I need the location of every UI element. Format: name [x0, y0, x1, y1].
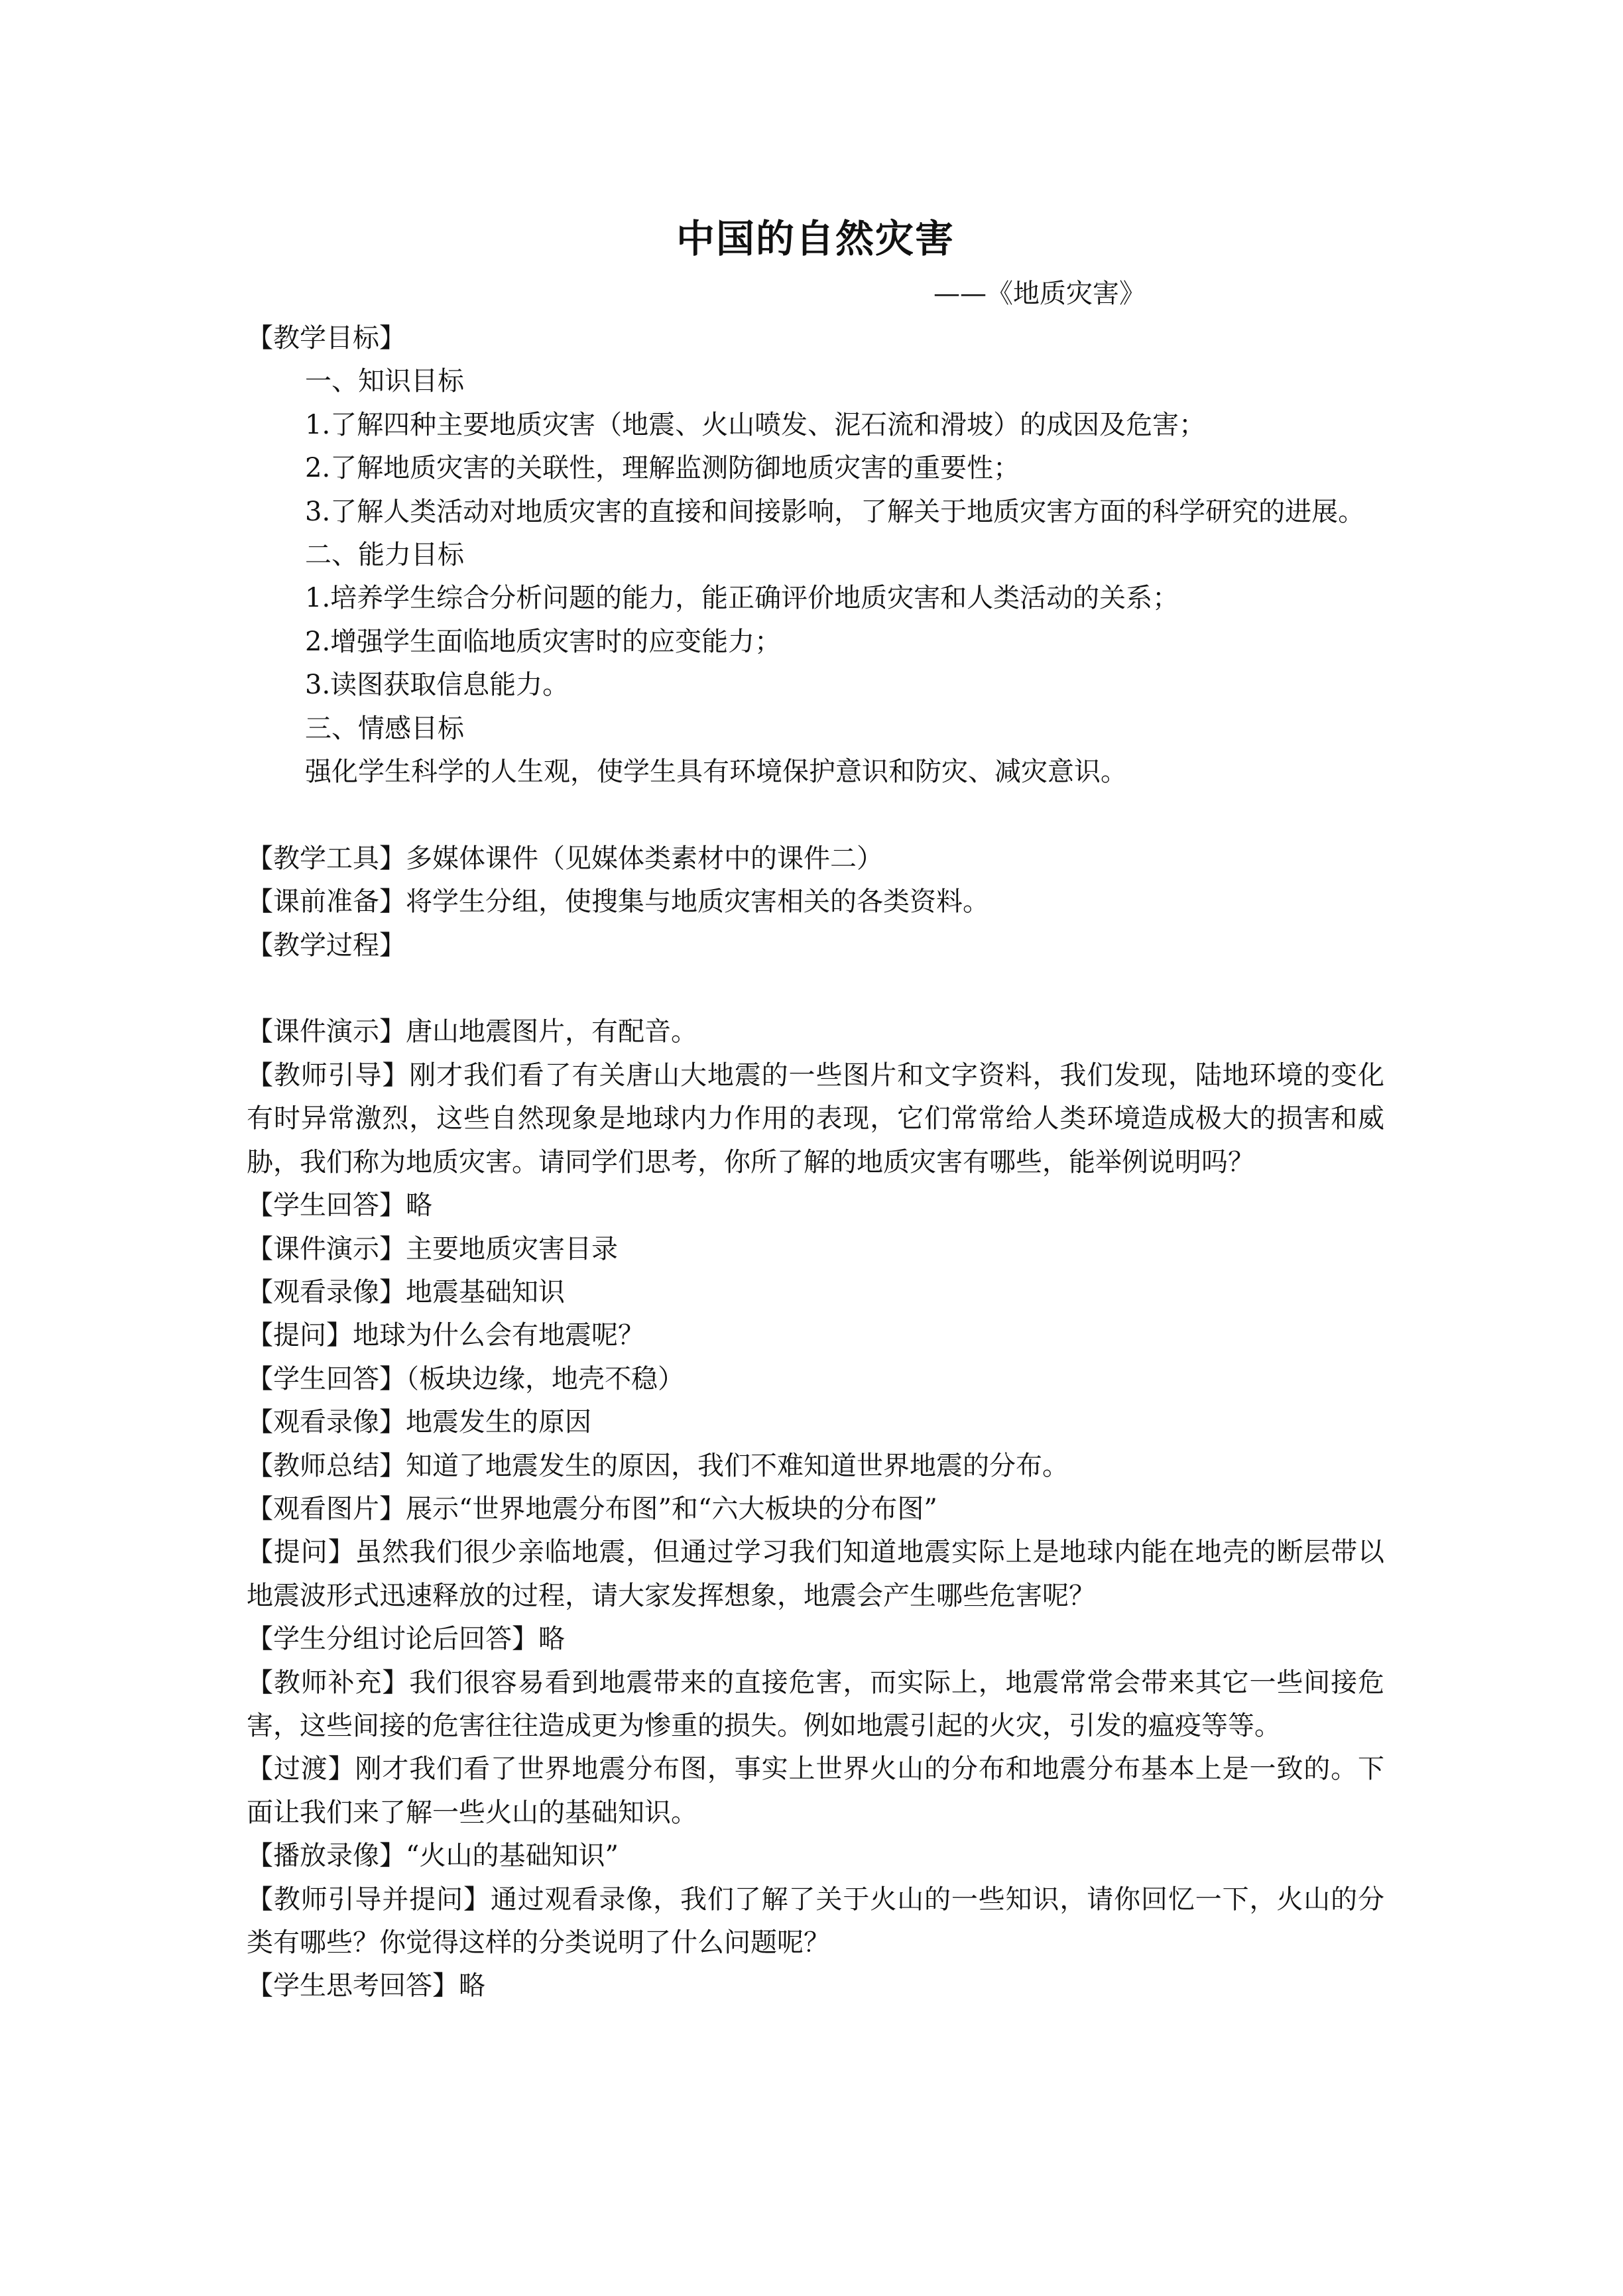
- process-step: 【播放录像】“火山的基础知识”: [247, 1841, 619, 1872]
- process-step: 【教师引导并提问】通过观看录像，我们了解了关于火山的一些知识，请你回忆一下，火山的分类有哪些？你觉得这样的分类说明了什么问题呢？: [247, 1884, 1384, 1958]
- process-step: 【教师总结】知道了地震发生的原因，我们不难知道世界地震的分布。: [247, 1450, 1069, 1481]
- process-step: 【观看录像】地震基础知识: [247, 1276, 565, 1307]
- process-step: 【提问】虽然我们很少亲临地震，但通过学习我们知道地震实际上是地球内能在地壳的断层带以地震波形式迅速释放的过程，请大家发挥想象，地震会产生哪些危害呢？: [247, 1537, 1384, 1611]
- page-subtitle: ——《地质灾害》: [933, 278, 1146, 309]
- emotion-text: 强化学生科学的人生观，使学生具有环境保护意识和防灾、减灾意识。: [305, 756, 1127, 788]
- knowledge-item: 1.了解四种主要地质灾害（地震、火山喷发、泥石流和滑坡）的成因及危害；: [305, 409, 1206, 440]
- knowledge-item: 2.了解地质灾害的关联性，理解监测防御地质灾害的重要性；: [305, 453, 1020, 484]
- process-heading: 【教学过程】: [247, 930, 406, 961]
- knowledge-item: 3.了解人类活动对地质灾害的直接和间接影响，了解关于地质灾害方面的科学研究的进展。: [305, 496, 1365, 527]
- class-preparation: 【课前准备】将学生分组，使搜集与地质灾害相关的各类资料。: [247, 886, 989, 918]
- knowledge-heading: 一、知识目标: [305, 366, 464, 397]
- teaching-tools: 【教学工具】多媒体课件（见媒体类素材中的课件二）: [247, 843, 883, 874]
- process-step: 【学生思考回答】略: [247, 1970, 485, 2002]
- document-page: [247, 211, 1384, 2008]
- process-step: 【提问】地球为什么会有地震呢？: [247, 1320, 644, 1351]
- emotion-heading: 三、情感目标: [305, 713, 464, 744]
- process-step: 【学生分组讨论后回答】略: [247, 1624, 565, 1655]
- blank-line: [247, 967, 1384, 1010]
- process-step: 【过渡】刚才我们看了世界地震分布图，事实上世界火山的分布和地震分布基本上是一致的。下面让我们来了解一些火山的基础知识。: [247, 1754, 1384, 1828]
- process-step: 【学生回答】（板块边缘，地壳不稳）: [247, 1363, 684, 1394]
- objectives-heading: 【教学目标】: [247, 323, 406, 353]
- process-step: 【观看录像】地震发生的原因: [247, 1407, 591, 1438]
- process-step: 【学生回答】略: [247, 1190, 432, 1221]
- process-step: 【课件演示】唐山地震图片，有配音。: [247, 1016, 697, 1048]
- process-step: 【教师补充】我们很容易看到地震带来的直接危害，而实际上，地震常常会带来其它一些间接危害，这些间接的危害往往造成更为惨重的损失。例如地震引起的火灾，引发的瘟疫等等。: [247, 1667, 1384, 1741]
- process-step: 【观看图片】展示“世界地震分布图”和“六大板块的分布图”: [247, 1493, 937, 1524]
- page-title: 中国的自然灾害: [676, 216, 955, 261]
- process-step: 【课件演示】主要地质灾害目录: [247, 1233, 618, 1264]
- ability-item: 3.读图获取信息能力。: [305, 670, 570, 701]
- ability-item: 1.培养学生综合分析问题的能力，能正确评价地质灾害和人类活动的关系；: [305, 583, 1179, 614]
- blank-line: [247, 794, 1384, 837]
- ability-heading: 二、能力目标: [305, 540, 464, 571]
- process-step: 【教师引导】刚才我们看了有关唐山大地震的一些图片和文字资料，我们发现，陆地环境的变化有时异常激烈，这些自然现象是地球内力作用的表现，它们常常给人类环境造成极大的损害和威胁，我们称为地质灾害。请同学们思考，你所了解的地质灾害有哪些，能举例说明吗？: [247, 1059, 1384, 1178]
- ability-item: 2.增强学生面临地质灾害时的应变能力；: [305, 626, 782, 657]
